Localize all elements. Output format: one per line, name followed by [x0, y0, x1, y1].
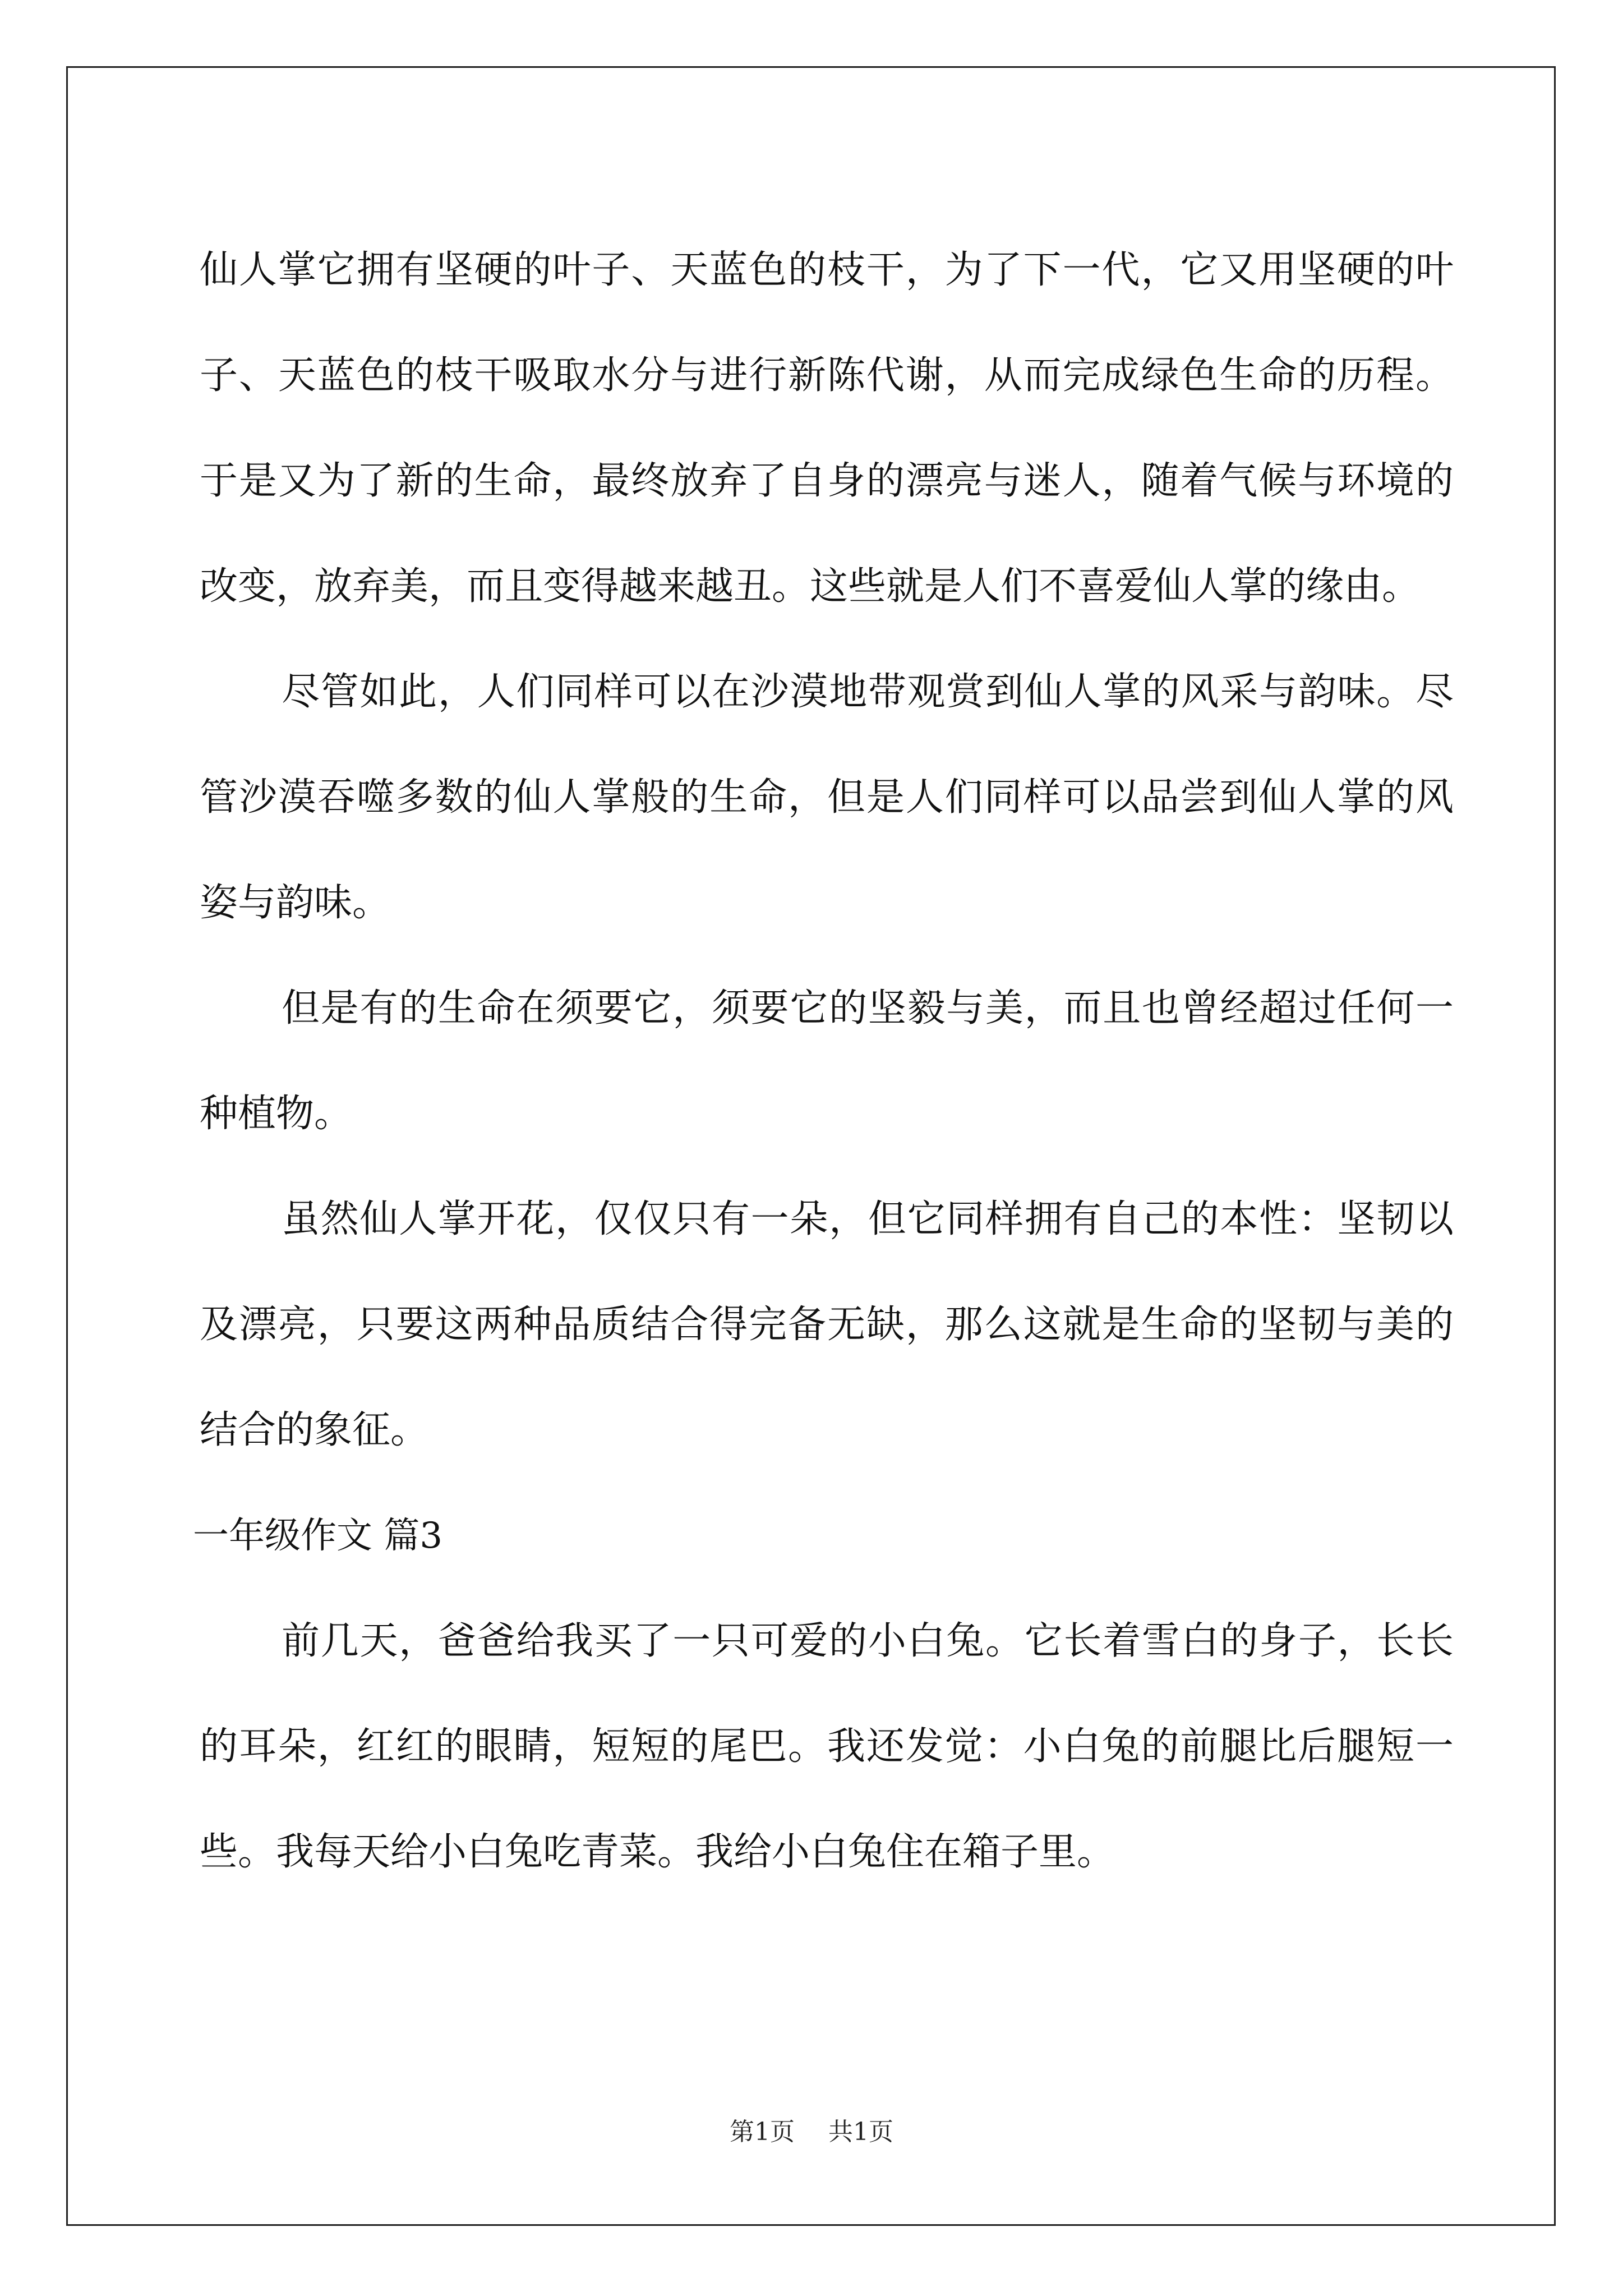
section-paragraph-1: 前几天，爸爸给我买了一只可爱的小白兔。它长着雪白的身子，长长的耳朵，红红的眼睛，短短的尾巴。我还发觉：小白兔的前腿比后腿短一些。我每天给小白兔吃青菜。我给小白兔住在箱子里。: [200, 1619, 1454, 1874]
page-footer: [0, 2111, 1623, 2147]
paragraph-1: 仙人掌它拥有坚硬的叶子、天蓝色的枝干，为了下一代，它又用坚硬的叶子、天蓝色的枝干吸取水分与进行新陈代谢，从而完成绿色生命的历程。于是又为了新的生命，最终放弃了自身的漂亮与迷人，随着气候与环境的改变，放弃美，而且变得越来越丑。这些就是人们不喜爱仙人掌的缘由。: [200, 248, 1454, 609]
document-body: [193, 218, 1454, 1905]
paragraph-2: 尽管如此，人们同样可以在沙漠地带观赏到仙人掌的风采与韵味。尽管沙漠吞噬多数的仙人掌般的生命，但是人们同样可以品尝到仙人掌的风姿与韵味。: [200, 670, 1454, 925]
page-number: 第1页: [730, 2118, 795, 2146]
paragraph-3: 但是有的生命在须要它，须要它的坚毅与美，而且也曾经超过任何一种植物。: [200, 986, 1454, 1136]
section-heading: 一年级作文 篇3: [193, 1515, 443, 1557]
paragraph-4: 虽然仙人掌开花，仅仅只有一朵，但它同样拥有自己的本性：坚韧以及漂亮，只要这两种品质结合得完备无缺，那么这就是生命的坚韧与美的结合的象征。: [200, 1197, 1454, 1452]
page-total: 共1页: [828, 2118, 893, 2146]
